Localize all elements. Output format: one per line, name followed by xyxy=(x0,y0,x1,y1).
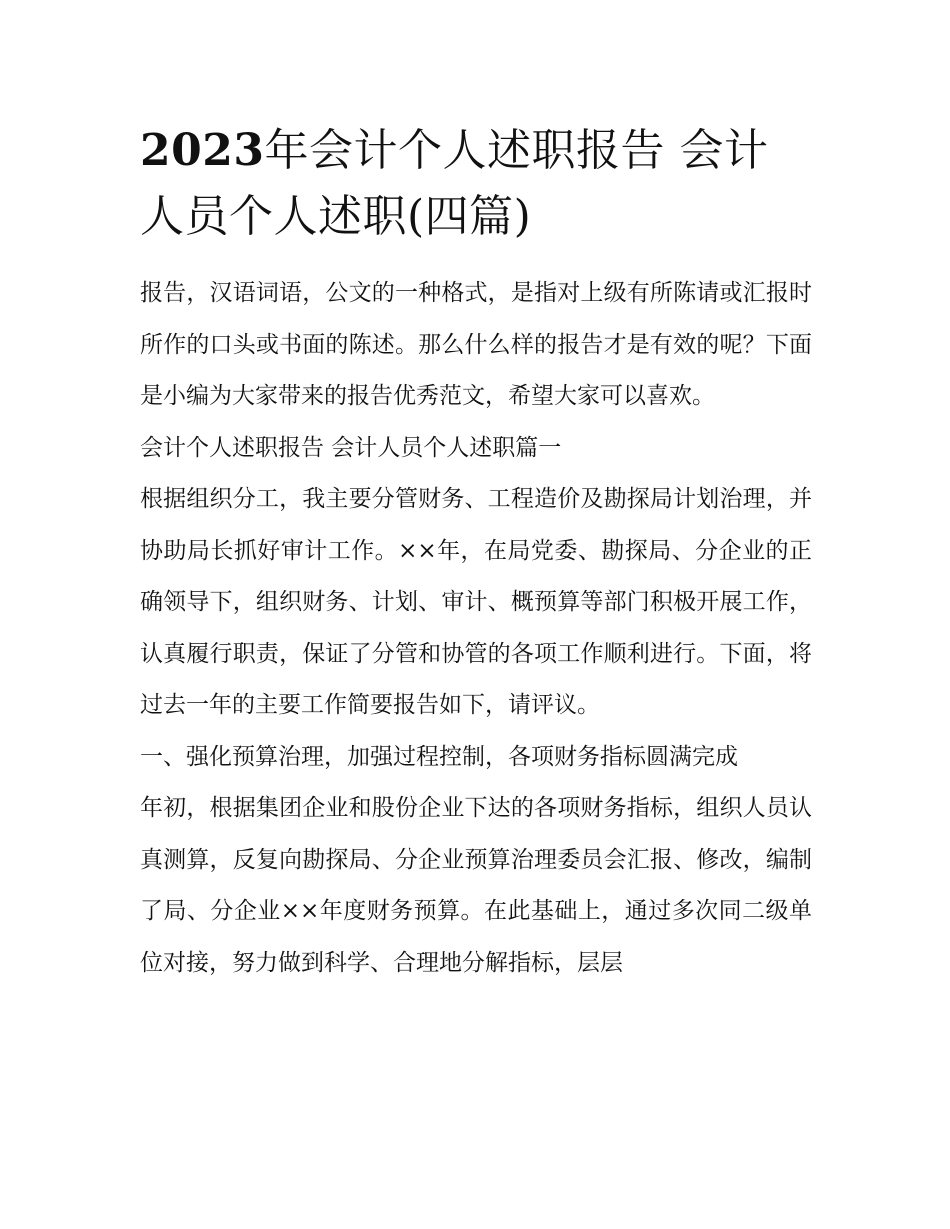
document-page xyxy=(140,118,812,989)
intro-paragraph: 报告，汉语词语，公文的一种格式，是指对上级有所陈请或汇报时所作的口头或书面的陈述。那么什么样的报告才是有效的呢？下面是小编为大家带来的报告优秀范文，希望大家可以喜欢。 xyxy=(140,280,812,409)
document-body xyxy=(140,268,812,989)
subsection-heading: 一、强化预算治理，加强过程控制，各项财务指标圆满完成 xyxy=(140,743,738,770)
body-paragraph: 根据组织分工，我主要分管财务、工程造价及勘探局计划治理，并协助局长抓好审计工作。××年，在局党委、勘探局、分企业的正确领导下，组织财务、计划、审计、概预算等部门积极开展工作，认真履行职责，保证了分管和协管的各项工作顺利进行。下面，将过去一年的主要工作简要报告如下，请评议。 xyxy=(140,486,812,718)
document-title xyxy=(140,118,812,250)
body-paragraph: 年初，根据集团企业和股份企业下达的各项财务指标，组织人员认真测算，反复向勘探局、分企业预算治理委员会汇报、修改，编制了局、分企业××年度财务预算。在此基础上，通过多次同二级单位对接，努力做到科学、合理地分解指标，层层 xyxy=(140,795,812,976)
section-heading: 会计个人述职报告 会计人员个人述职篇一 xyxy=(140,434,562,461)
title-text: 年会计个人述职报告 会计人员个人述职(四篇) xyxy=(140,125,769,242)
title-year: 2023 xyxy=(140,125,265,176)
